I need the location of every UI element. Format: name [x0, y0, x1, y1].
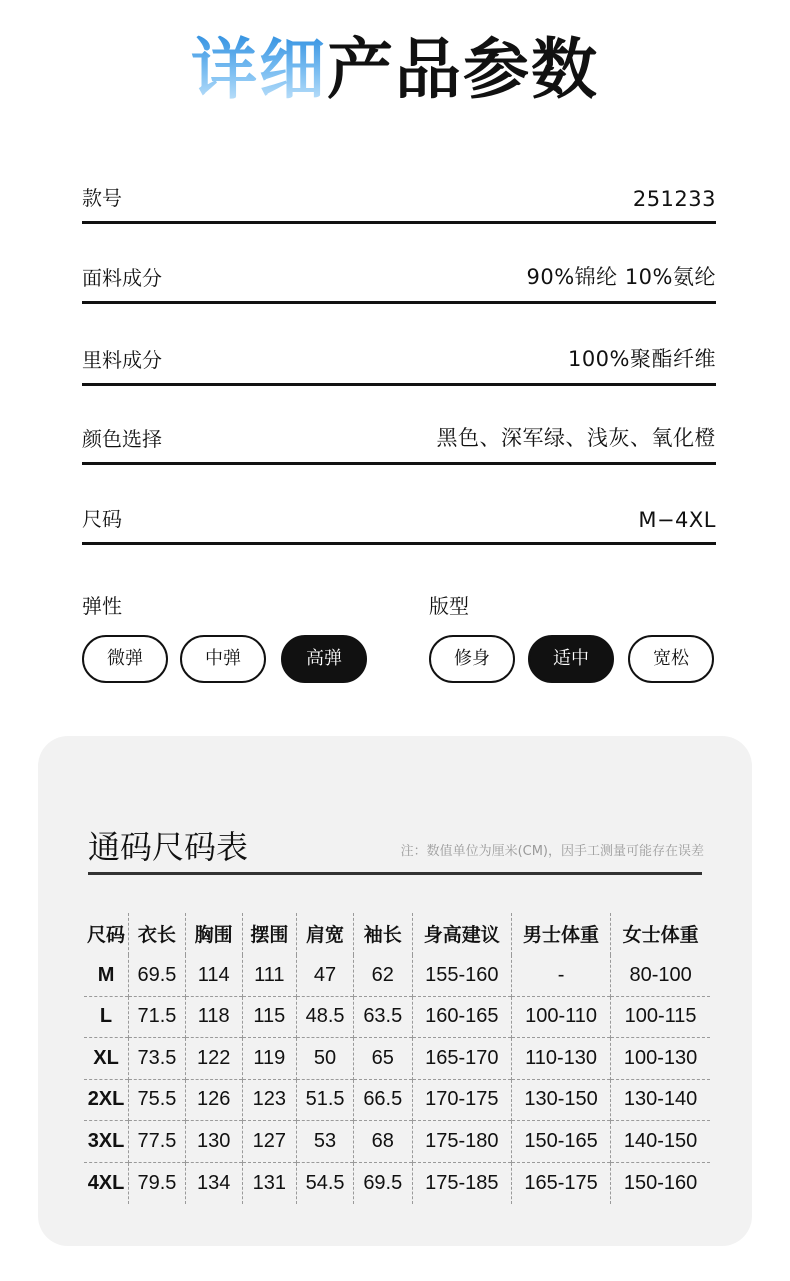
table-row — [84, 996, 710, 1038]
table-cell: 51.5 — [297, 1079, 354, 1121]
table-cell: 140-150 — [611, 1121, 710, 1163]
table-cell: 175-180 — [412, 1121, 511, 1163]
elasticity-option-medium[interactable]: 中弹 — [180, 635, 266, 683]
table-cell: 68 — [353, 1121, 412, 1163]
table-cell: 54.5 — [297, 1162, 354, 1204]
elasticity-label: 弹性 — [82, 594, 122, 618]
table-cell: 69.5 — [353, 1162, 412, 1204]
table-cell: 73.5 — [129, 1038, 186, 1080]
table-cell: 130-150 — [511, 1079, 610, 1121]
table-cell: - — [511, 955, 610, 997]
size-chart-divider — [88, 872, 702, 875]
size-cell: 2XL — [84, 1079, 129, 1121]
table-cell: 165-175 — [511, 1162, 610, 1204]
table-cell: 79.5 — [129, 1162, 186, 1204]
spec-label: 颜色选择 — [82, 427, 162, 451]
table-cell: 100-115 — [611, 996, 710, 1038]
table-cell: 71.5 — [129, 996, 186, 1038]
table-cell: 122 — [185, 1038, 242, 1080]
table-cell: 75.5 — [129, 1079, 186, 1121]
spec-label: 尺码 — [82, 507, 122, 531]
fit-option-slim[interactable]: 修身 — [429, 635, 515, 683]
fit-option-regular[interactable]: 适中 — [528, 635, 614, 683]
table-cell: 127 — [242, 1121, 297, 1163]
header-cell: 袖长 — [353, 913, 412, 955]
table-cell: 123 — [242, 1079, 297, 1121]
page-title-main: 产品参数 — [327, 31, 599, 108]
table-cell: 118 — [185, 996, 242, 1038]
table-cell: 155-160 — [412, 955, 511, 997]
elasticity-option-high[interactable]: 高弹 — [281, 635, 367, 683]
table-cell: 69.5 — [129, 955, 186, 997]
table-row — [84, 1079, 710, 1121]
table-cell: 150-160 — [611, 1162, 710, 1204]
table-cell: 130 — [185, 1121, 242, 1163]
size-cell: M — [97, 963, 115, 986]
size-cell: 3XL — [84, 1121, 129, 1163]
table-cell: 62 — [353, 955, 412, 997]
size-chart-note: 注：数值单位为厘米(CM)，因手工测量可能存在误差 — [400, 844, 704, 859]
spec-row-colors — [82, 425, 716, 465]
table-cell: 111 — [242, 955, 297, 997]
size-cell: L — [84, 996, 129, 1038]
table-cell: 100-130 — [611, 1038, 710, 1080]
table-cell: 50 — [297, 1038, 354, 1080]
table-cell: 165-170 — [412, 1038, 511, 1080]
table-cell: 119 — [242, 1038, 297, 1080]
page-title-accent: 详细 — [191, 31, 327, 108]
table-cell: 170-175 — [412, 1079, 511, 1121]
header-cell: 男士体重 — [511, 913, 610, 955]
table-cell: 131 — [242, 1162, 297, 1204]
spec-row-sizes — [82, 505, 716, 545]
table-row — [84, 955, 710, 997]
table-cell: 126 — [185, 1079, 242, 1121]
table-cell: 110-130 — [511, 1038, 610, 1080]
spec-row-lining — [82, 346, 716, 386]
header-cell: 女士体重 — [611, 913, 710, 955]
table-row — [84, 1038, 710, 1080]
table-cell: 47 — [297, 955, 354, 997]
size-chart-title: 通码尺码表 — [88, 828, 249, 866]
spec-label: 里料成分 — [82, 348, 162, 372]
table-cell: 115 — [242, 996, 297, 1038]
table-cell: 53 — [297, 1121, 354, 1163]
header-cell: 胸围 — [185, 913, 242, 955]
table-cell: 134 — [185, 1162, 242, 1204]
spec-row-style-number — [82, 184, 716, 224]
spec-value: 黑色、深军绿、浅灰、氧化橙 — [436, 426, 716, 450]
table-row — [84, 1121, 710, 1163]
spec-label: 款号 — [82, 186, 122, 210]
header-cell: 肩宽 — [297, 913, 354, 955]
table-cell: 175-185 — [412, 1162, 511, 1204]
table-cell: 114 — [185, 955, 242, 997]
table-row — [84, 1162, 710, 1204]
table-cell: 65 — [353, 1038, 412, 1080]
spec-label: 面料成分 — [82, 266, 162, 290]
table-cell: 77.5 — [129, 1121, 186, 1163]
elasticity-option-slight[interactable]: 微弹 — [82, 635, 168, 683]
size-cell: XL — [84, 1038, 129, 1080]
size-cell: 4XL — [84, 1162, 129, 1204]
spec-value: 90%锦纶 10%氨纶 — [526, 265, 716, 289]
page-title — [0, 30, 790, 110]
size-chart-card — [38, 736, 752, 1246]
header-cell: 尺码 — [87, 924, 126, 947]
header-cell: 摆围 — [242, 913, 297, 955]
header-cell: 身高建议 — [412, 913, 511, 955]
spec-value: 100%聚酯纤维 — [567, 347, 716, 371]
size-table — [84, 913, 710, 1204]
table-cell: 100-110 — [511, 996, 610, 1038]
fit-label: 版型 — [429, 594, 469, 618]
spec-value: 251233 — [632, 187, 716, 211]
fit-option-loose[interactable]: 宽松 — [628, 635, 714, 683]
table-cell: 66.5 — [353, 1079, 412, 1121]
table-cell: 63.5 — [353, 996, 412, 1038]
spec-value: M−4XL — [638, 508, 716, 532]
table-cell: 160-165 — [412, 996, 511, 1038]
table-cell: 80-100 — [611, 955, 710, 997]
table-cell: 150-165 — [511, 1121, 610, 1163]
size-table-header-row — [84, 913, 710, 955]
spec-row-fabric — [82, 264, 716, 304]
table-cell: 130-140 — [611, 1079, 710, 1121]
header-cell: 衣长 — [129, 913, 186, 955]
table-cell: 48.5 — [297, 996, 354, 1038]
